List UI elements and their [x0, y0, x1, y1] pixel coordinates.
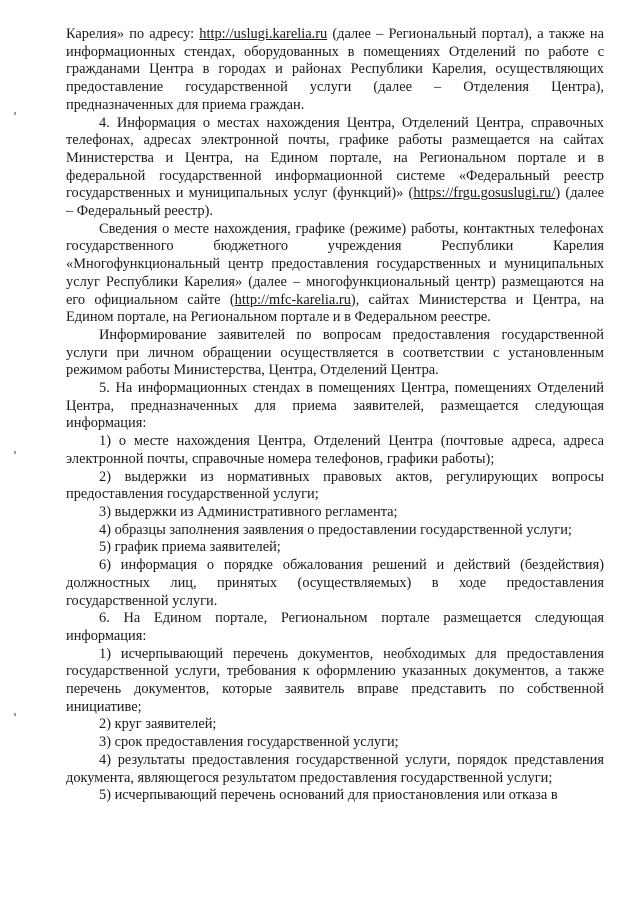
paragraph-p12: [66, 610, 604, 645]
paragraph-p3: [66, 221, 604, 327]
paragraph-text: 4) результаты предоставления государственной услуги, порядок представления документа, являющегося результатом предоставления государственной услуги;: [66, 751, 604, 786]
paragraph-p13: [66, 646, 604, 717]
paragraph-text: Информирование заявителей по вопросам предоставления государственной услуги при личном обращении осуществляется в соответствии с установленным режимом работы Министерства, Центра, Отделений Центра.: [66, 326, 604, 379]
url-link[interactable]: http://mfc-karelia.ru: [234, 291, 351, 308]
paragraph-text: 4) образцы заполнения заявления о предоставлении государственной услуги;: [99, 521, 572, 538]
paragraph-p10: [66, 539, 604, 557]
paragraph-text: ), сайтах Министерства и Центра, на Едином портале, на Региональном портале и в Федеральном реестре.: [66, 291, 604, 326]
paragraph-p7: [66, 469, 604, 504]
paragraph-text: 4. Информация о местах нахождения Центра, Отделений Центра, справочных телефонах, адресах электронной почты, графике работы размещается на сайтах Министерства и Центра, на Едином портале, на Региональном портале и в федеральной государственной информационной системе «Федеральный реестр государственных и муниципальных услуг (функций)» (: [66, 114, 604, 202]
paragraph-p5: [66, 380, 604, 433]
paragraph-text: Сведения о месте нахождения, графике (режиме) работы, контактных телефонах государственного бюджетного учреждения Республики Карелия «Многофункциональный центр предоставления государственных и муниципальных услуг Республики Карелия» (далее – многофункциональный центр) размещаются на его официальном сайте (: [66, 220, 604, 308]
paragraph-p11: [66, 557, 604, 610]
paragraph-text: 1) о месте нахождения Центра, Отделений Центра (почтовые адреса, адреса электронной почты, справочные номера телефонов, графики работы);: [66, 433, 604, 467]
paragraph-p14: [66, 716, 604, 734]
paragraph-p15: [66, 734, 604, 752]
paragraph-p4: [66, 327, 604, 380]
paragraph-p2: [66, 115, 604, 221]
paragraph-text: 5) исчерпывающий перечень оснований для приостановления или отказа в: [99, 787, 558, 804]
paragraph-text: 5) график приема заявителей;: [99, 539, 281, 556]
paragraph-text: (далее – Региональный портал), а также на информационных стендах, оборудованных в помещениях Отделений по работе с гражданами Центра в городах и районах Республики Карелия, осуществляющих предоставление государственной услуги (далее – Отделения Центра), предназначенных для приема граждан.: [66, 26, 605, 113]
paragraph-p1: [66, 26, 604, 115]
paragraph-p8: [66, 504, 604, 522]
paragraph-text: 3) срок предоставления государственной услуги;: [99, 734, 399, 751]
paragraph-p17: [66, 787, 604, 805]
paragraph-p9: [66, 522, 604, 540]
paragraph-text: Карелия» по адресу:: [66, 26, 200, 42]
paragraph-text: ) (далее – Федеральный реестр).: [66, 185, 604, 220]
paragraph-text: 1) исчерпывающий перечень документов, необходимых для предоставления государственной услуги, требования к оформлению указанных документов, а также перечень документов, которые заявитель вправе представить по собственной инициативе;: [66, 645, 604, 715]
url-link[interactable]: http://uslugi.karelia.ru: [199, 26, 328, 42]
paragraph-text: 2) круг заявителей;: [99, 716, 217, 733]
paragraph-text: 3) выдержки из Административного регламента;: [99, 503, 398, 520]
paragraph-text: 5. На информационных стендах в помещениях Центра, помещениях Отделений Центра, предназначенных для приема заявителей, размещается следующая информация:: [66, 380, 604, 432]
margin-mark: [14, 112, 16, 115]
paragraph-p6: [66, 433, 604, 468]
paragraph-p16: [66, 752, 604, 787]
paragraph-text: 6. На Едином портале, Региональном портале размещается следующая информация:: [66, 610, 604, 644]
paragraph-text: 2) выдержки из нормативных правовых актов, регулирующих вопросы предоставления государственной услуги;: [66, 468, 604, 503]
document-body: [66, 26, 604, 805]
margin-mark: [14, 451, 16, 454]
url-link[interactable]: https://frgu.gosuslugi.ru/: [413, 185, 556, 202]
paragraph-text: 6) информация о порядке обжалования решений и действий (бездействия) должностных лиц, принятых (осуществляемых) в ходе предоставления государственной услуги.: [66, 557, 604, 609]
margin-mark: [14, 713, 16, 716]
